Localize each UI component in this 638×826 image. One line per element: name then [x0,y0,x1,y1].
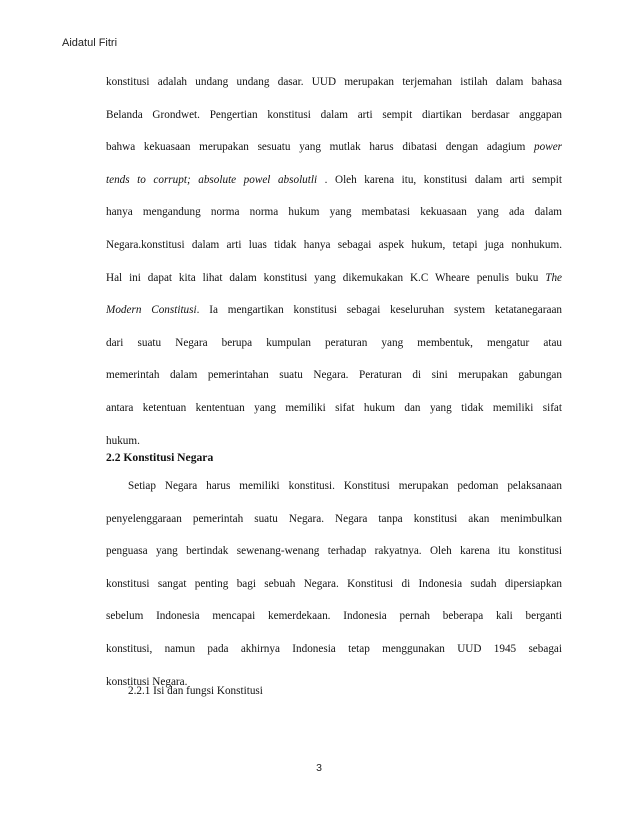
text-line: antara ketentuan kententuan yang memiliki sifat hukum dan yang tidak memiliki sifat [106,401,562,414]
text-line: hukum. [106,434,140,447]
text-line: Modern Constitusi. Ia mengartikan konstitusi sebagai keseluruhan system ketatanegaraan [106,304,562,317]
paragraph-constitution-state [106,470,562,698]
text-line: Hal ini dapat kita lihat dalam konstitusi yang dikemukakan K.C Wheare penulis buku The [106,271,562,284]
text-line: konstitusi sangat penting bagi sebuah Negara. Konstitusi di Indonesia sudah dipersiapkan [106,577,562,590]
text-line: tends to corrupt; absolute powel absolutli . Oleh karena itu, konstitusi dalam arti sempit [106,173,562,186]
text-line: penyelenggaraan pemerintah suatu Negara. Negara tanpa konstitusi akan menimbulkan [106,512,562,525]
text-line: memerintah dalam pemerintahan suatu Negara. Peraturan di sini merupakan gabungan [106,369,562,382]
paragraph-constitution-definition [106,66,562,457]
text-line: konstitusi Negara. [106,675,188,688]
italic-book-title: Modern Constitusi [106,304,197,317]
section-heading: 2.2 Konstitusi Negara [106,451,214,464]
subsection-heading: 2.2.1 Isi dan fungsi Konstitusi [128,685,263,697]
text-line: hanya mengandung norma norma hukum yang membatasi kekuasaan yang ada dalam [106,206,562,219]
page-number: 3 [316,762,322,774]
text-line: konstitusi adalah undang undang dasar. UUD merupakan terjemahan istilah dalam bahasa [106,76,562,88]
italic-adage: tends to corrupt; absolute powel absolutli [106,173,318,186]
text-line: Setiap Negara harus memiliki konstitusi. Konstitusi merupakan pedoman pelaksanaan [128,480,562,492]
header-author: Aidatul Fitri [62,37,118,49]
text-line: konstitusi, namun pada akhirnya Indonesia tetap menggunakan UUD 1945 sebagai [106,642,562,655]
text-line: penguasa yang bertindak sewenang-wenang terhadap rakyatnya. Oleh karena itu konstitusi [106,545,562,558]
italic-book-title: The [545,271,562,284]
text-line: Belanda Grondwet. Pengertian konstitusi dalam arti sempit diartikan berdasar anggapan [106,108,562,121]
italic-term: power [534,141,562,154]
text-line: sebelum Indonesia mencapai kemerdekaan. Indonesia pernah beberapa kali berganti [106,610,562,623]
text-line: Negara.konstitusi dalam arti luas tidak hanya sebagai aspek hukum, tetapi juga nonhukum. [106,238,562,251]
text-line: bahwa kekuasaan merupakan sesuatu yang mutlak harus dibatasi dengan adagium power [106,141,562,154]
text-line: dari suatu Negara berupa kumpulan peraturan yang membentuk, mengatur atau [106,336,562,349]
